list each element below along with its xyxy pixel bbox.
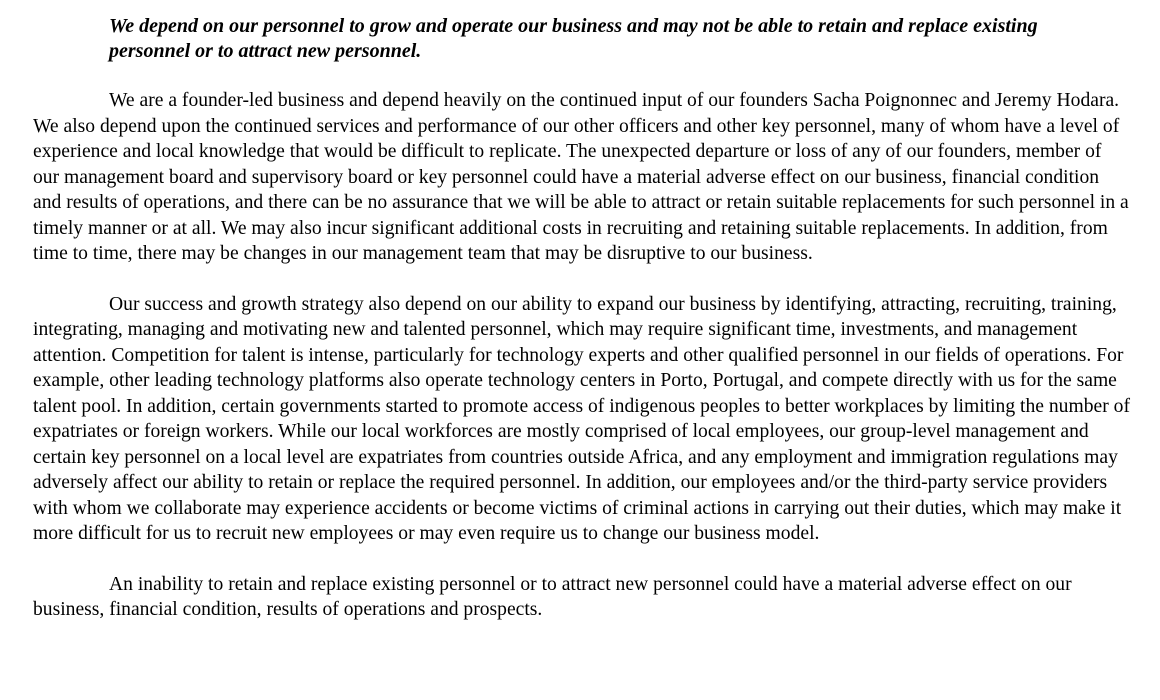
paragraph-founders: We are a founder-led business and depend heavily on the continued input of our founders Sacha Poignonnec and Jeremy Hodara. We also depend upon the continued services and performance of our other officers and other key personnel, many of whom have a level of experience and local knowledge that would be difficult to replicate. The unexpected departure or loss of any of our founders, member of our management board and supervisory board or key personnel could have a material adverse effect on our business, financial condition and results of operations, and there can be no assurance that we will be able to attract or retain suitable replacements for such personnel in a timely manner or at all. We may also incur significant additional costs in recruiting and retaining suitable replacements. In addition, from time to time, there may be changes in our management team that may be disruptive to our business. <box>33 90 1129 264</box>
spacer <box>33 267 1130 292</box>
spacer <box>33 547 1130 572</box>
section-heading: We depend on our personnel to grow and operate our business and may not be able to retain and replace existing personnel or to attract new personnel. <box>109 15 1038 62</box>
paragraph-growth-strategy: Our success and growth strategy also depend on our ability to expand our business by identifying, attracting, recruiting, training, integrating, managing and motivating new and talented personnel, which may require significant time, investments, and management attention. Competition for talent is intense, particularly for technology experts and other qualified personnel in our fields of operations. For example, other leading technology platforms also operate technology centers in Porto, Portugal, and compete directly with us for the same talent pool. In addition, certain governments started to promote access of indigenous peoples to better workplaces by limiting the number of expatriates or foreign workers. While our local workforces are mostly comprised of local employees, our group-level management and certain key personnel on a local level are expatriates from countries outside Africa, and any employment and immigration regulations may adversely affect our ability to retain or replace the required personnel. In addition, our employees and/or the third-party service providers with whom we collaborate may experience accidents or become victims of criminal actions in carrying out their duties, which may make it more difficult for us to recruit new employees or may even require us to change our business model. <box>33 293 1130 544</box>
paragraph-conclusion: An inability to retain and replace existing personnel or to attract new personnel could have a material adverse effect on our business, financial condition, results of operations and prospects. <box>33 573 1072 620</box>
spacer <box>33 64 1130 88</box>
